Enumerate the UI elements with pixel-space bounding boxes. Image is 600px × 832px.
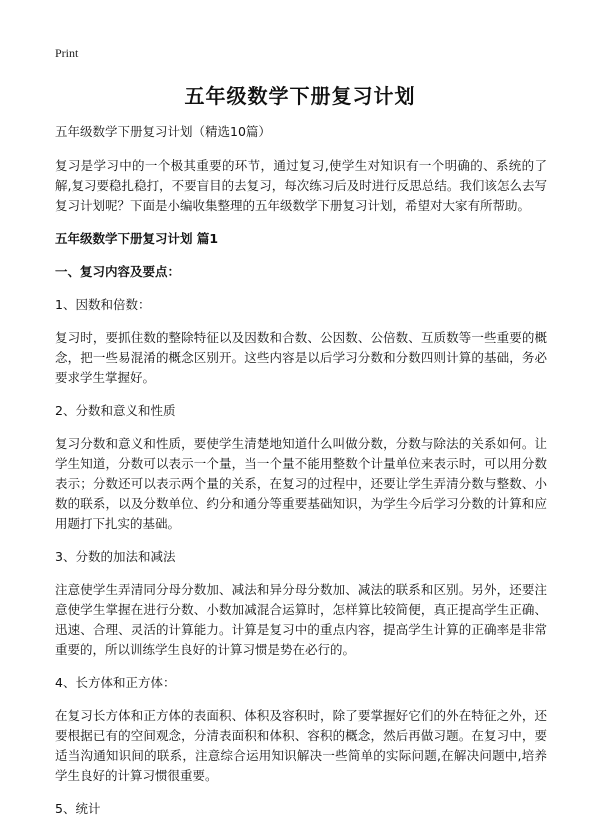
item-heading: 5、统计	[55, 801, 101, 816]
item-body: 复习时，要抓住数的整除特征以及因数和合数、公因数、公倍数、互质数等一些重要的概念，把一些易混淆的概念区别开。这些内容是以后学习分数和分数四则计算的基础，务必要求学生掌握好。	[55, 330, 547, 385]
item-heading: 2、分数和意义和性质	[55, 403, 176, 418]
item-heading: 4、长方体和正方体：	[55, 675, 176, 690]
item-heading: 1、因数和倍数：	[55, 297, 151, 312]
item-heading: 3、分数的加法和减法	[55, 549, 176, 564]
document-subtitle: 五年级数学下册复习计划（精选10篇）	[55, 124, 271, 139]
page-title: 五年级数学下册复习计划	[184, 84, 416, 108]
intro-paragraph: 复习是学习中的一个极其重要的环节，通过复习,使学生对知识有一个明确的、系统的了解,复习要稳扎稳打，不要盲目的去复习，每次练习后及时进行反思总结。我们该怎么去写复习计划呢？下面是小编收集整理的五年级数学下册复习计划，希望对大家有所帮助。	[55, 158, 547, 213]
section-heading: 一、复习内容及要点：	[55, 264, 181, 279]
item-body: 在复习长方体和正方体的表面积、体积及容积时，除了要掌握好它们的外在特征之外，还要根据已有的空间观念，分清表面积和体积、容积的概念，然后再做习题。在复习中，要适当沟通知识间的联系，注意综合运用知识解决一些简单的实际问题,在解决问题中,培养学生良好的计算习惯很重要。	[55, 708, 547, 783]
part-title: 五年级数学下册复习计划 篇1	[55, 231, 219, 246]
print-link[interactable]: Print	[55, 46, 79, 60]
item-body: 复习分数和意义和性质，要使学生清楚地知道什么叫做分数，分数与除法的关系如何。让学生知道，分数可以表示一个量，当一个量不能用整数个计量单位来表示时，可以用分数表示；分数还可以表示两个量的关系，在复习的过程中，还要让学生弄清分数与整数、小数的联系，以及分数单位、约分和通分等重要基础知识，为学生今后学习分数的计算和应用题打下扎实的基础。	[55, 436, 547, 531]
item-body: 注意使学生弄清同分母分数加、减法和异分母分数加、减法的联系和区别。另外，还要注意使学生掌握在进行分数、小数加减混合运算时，怎样算比较简便，真正提高学生正确、迅速、合理、灵活的计算能力。计算是复习中的重点内容，提高学生计算的正确率是非常重要的，所以训练学生良好的计算习惯是势在必行的。	[55, 582, 547, 657]
document-body	[55, 122, 547, 832]
